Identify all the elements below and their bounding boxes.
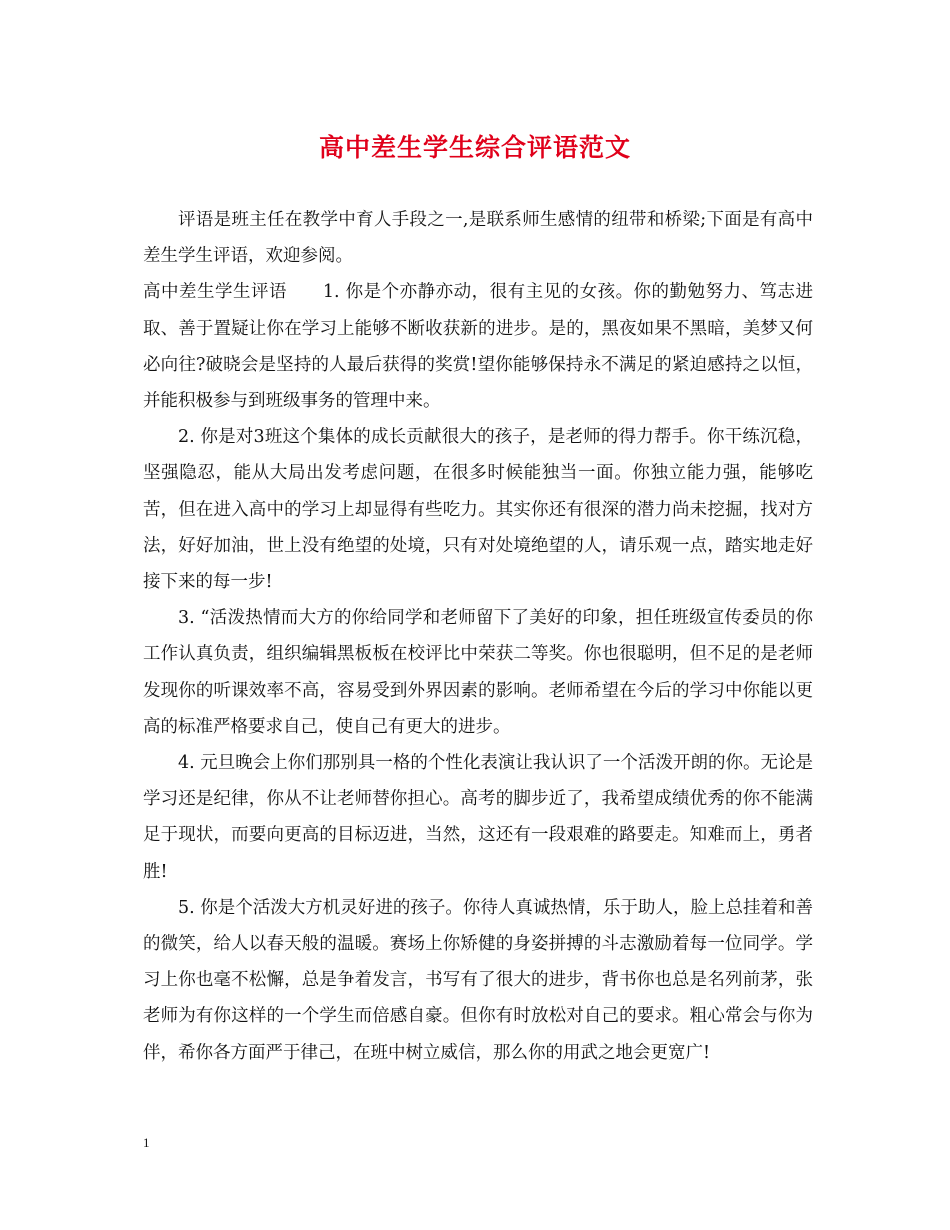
comment-paragraph-3: 3. “活泼热情而大方的你给同学和老师留下了美好的印象，担任班级宣传委员的你工作认真负责，组织编辑黑板板在校评比中荣获二等奖。你也很聪明，但不足的是老师发现你的听课效率不高，容易受到外界因素的影响。老师希望在今后的学习中你能以更高的标准严格要求自己，使自己有更大的进步。 xyxy=(143,608,813,737)
page-number: 1 xyxy=(143,1135,150,1150)
document-title: 高中差生学生综合评语范文 xyxy=(318,133,631,162)
intro-paragraph: 评语是班主任在教学中育人手段之一,是联系师生感情的纽带和桥梁;下面是有高中差生学生评语，欢迎参阅。 xyxy=(143,210,813,267)
comment-paragraph-5: 5. 你是个活泼大方机灵好进的孩子。你待人真诚热情，乐于助人，脸上总挂着和善的微笑，给人以春天般的温暖。赛场上你矫健的身姿拼搏的斗志激励着每一位同学。学习上你也毫不松懈，总是争着发言，书写有了很大的进步，背书你也总是名列前茅，张老师为有你这样的一个学生而倍感自豪。但你有时放松对自己的要求。粗心常会与你为伴，希你各方面严于律己，在班中树立威信，那么你的用武之地会更宽广! xyxy=(143,897,813,1063)
comment-paragraph-2: 2. 你是对3班这个集体的成长贡献很大的孩子，是老师的得力帮手。你干练沉稳，坚强隐忍，能从大局出发考虑问题，在很多时候能独当一面。你独立能力强，能够吃苦，但在进入高中的学习上却显得有些吃力。其实你还有很深的潜力尚未挖掘，找对方法，好好加油，世上没有绝望的处境，只有对处境绝望的人，请乐观一点，踏实地走好接下来的每一步! xyxy=(143,427,813,593)
comment-paragraph-1: 高中差生学生评语 1. 你是个亦静亦动，很有主见的女孩。你的勤勉努力、笃志进取、善于置疑让你在学习上能够不断收获新的进步。是的，黑夜如果不黑暗，美梦又何必向往?破晓会是坚持的人最后获得的奖赏!望你能够保持永不满足的紧迫感持之以恒，并能积极参与到班级事务的管理中来。 xyxy=(143,282,813,412)
comment-paragraph-4: 4. 元旦晚会上你们那别具一格的个性化表演让我认识了一个活泼开朗的你。无论是学习还是纪律，你从不让老师替你担心。高考的脚步近了，我希望成绩优秀的你不能满足于现状，而要向更高的目标迈进，当然，这还有一段艰难的路要走。知难而上，勇者胜! xyxy=(143,753,813,882)
document-body xyxy=(143,202,813,1071)
